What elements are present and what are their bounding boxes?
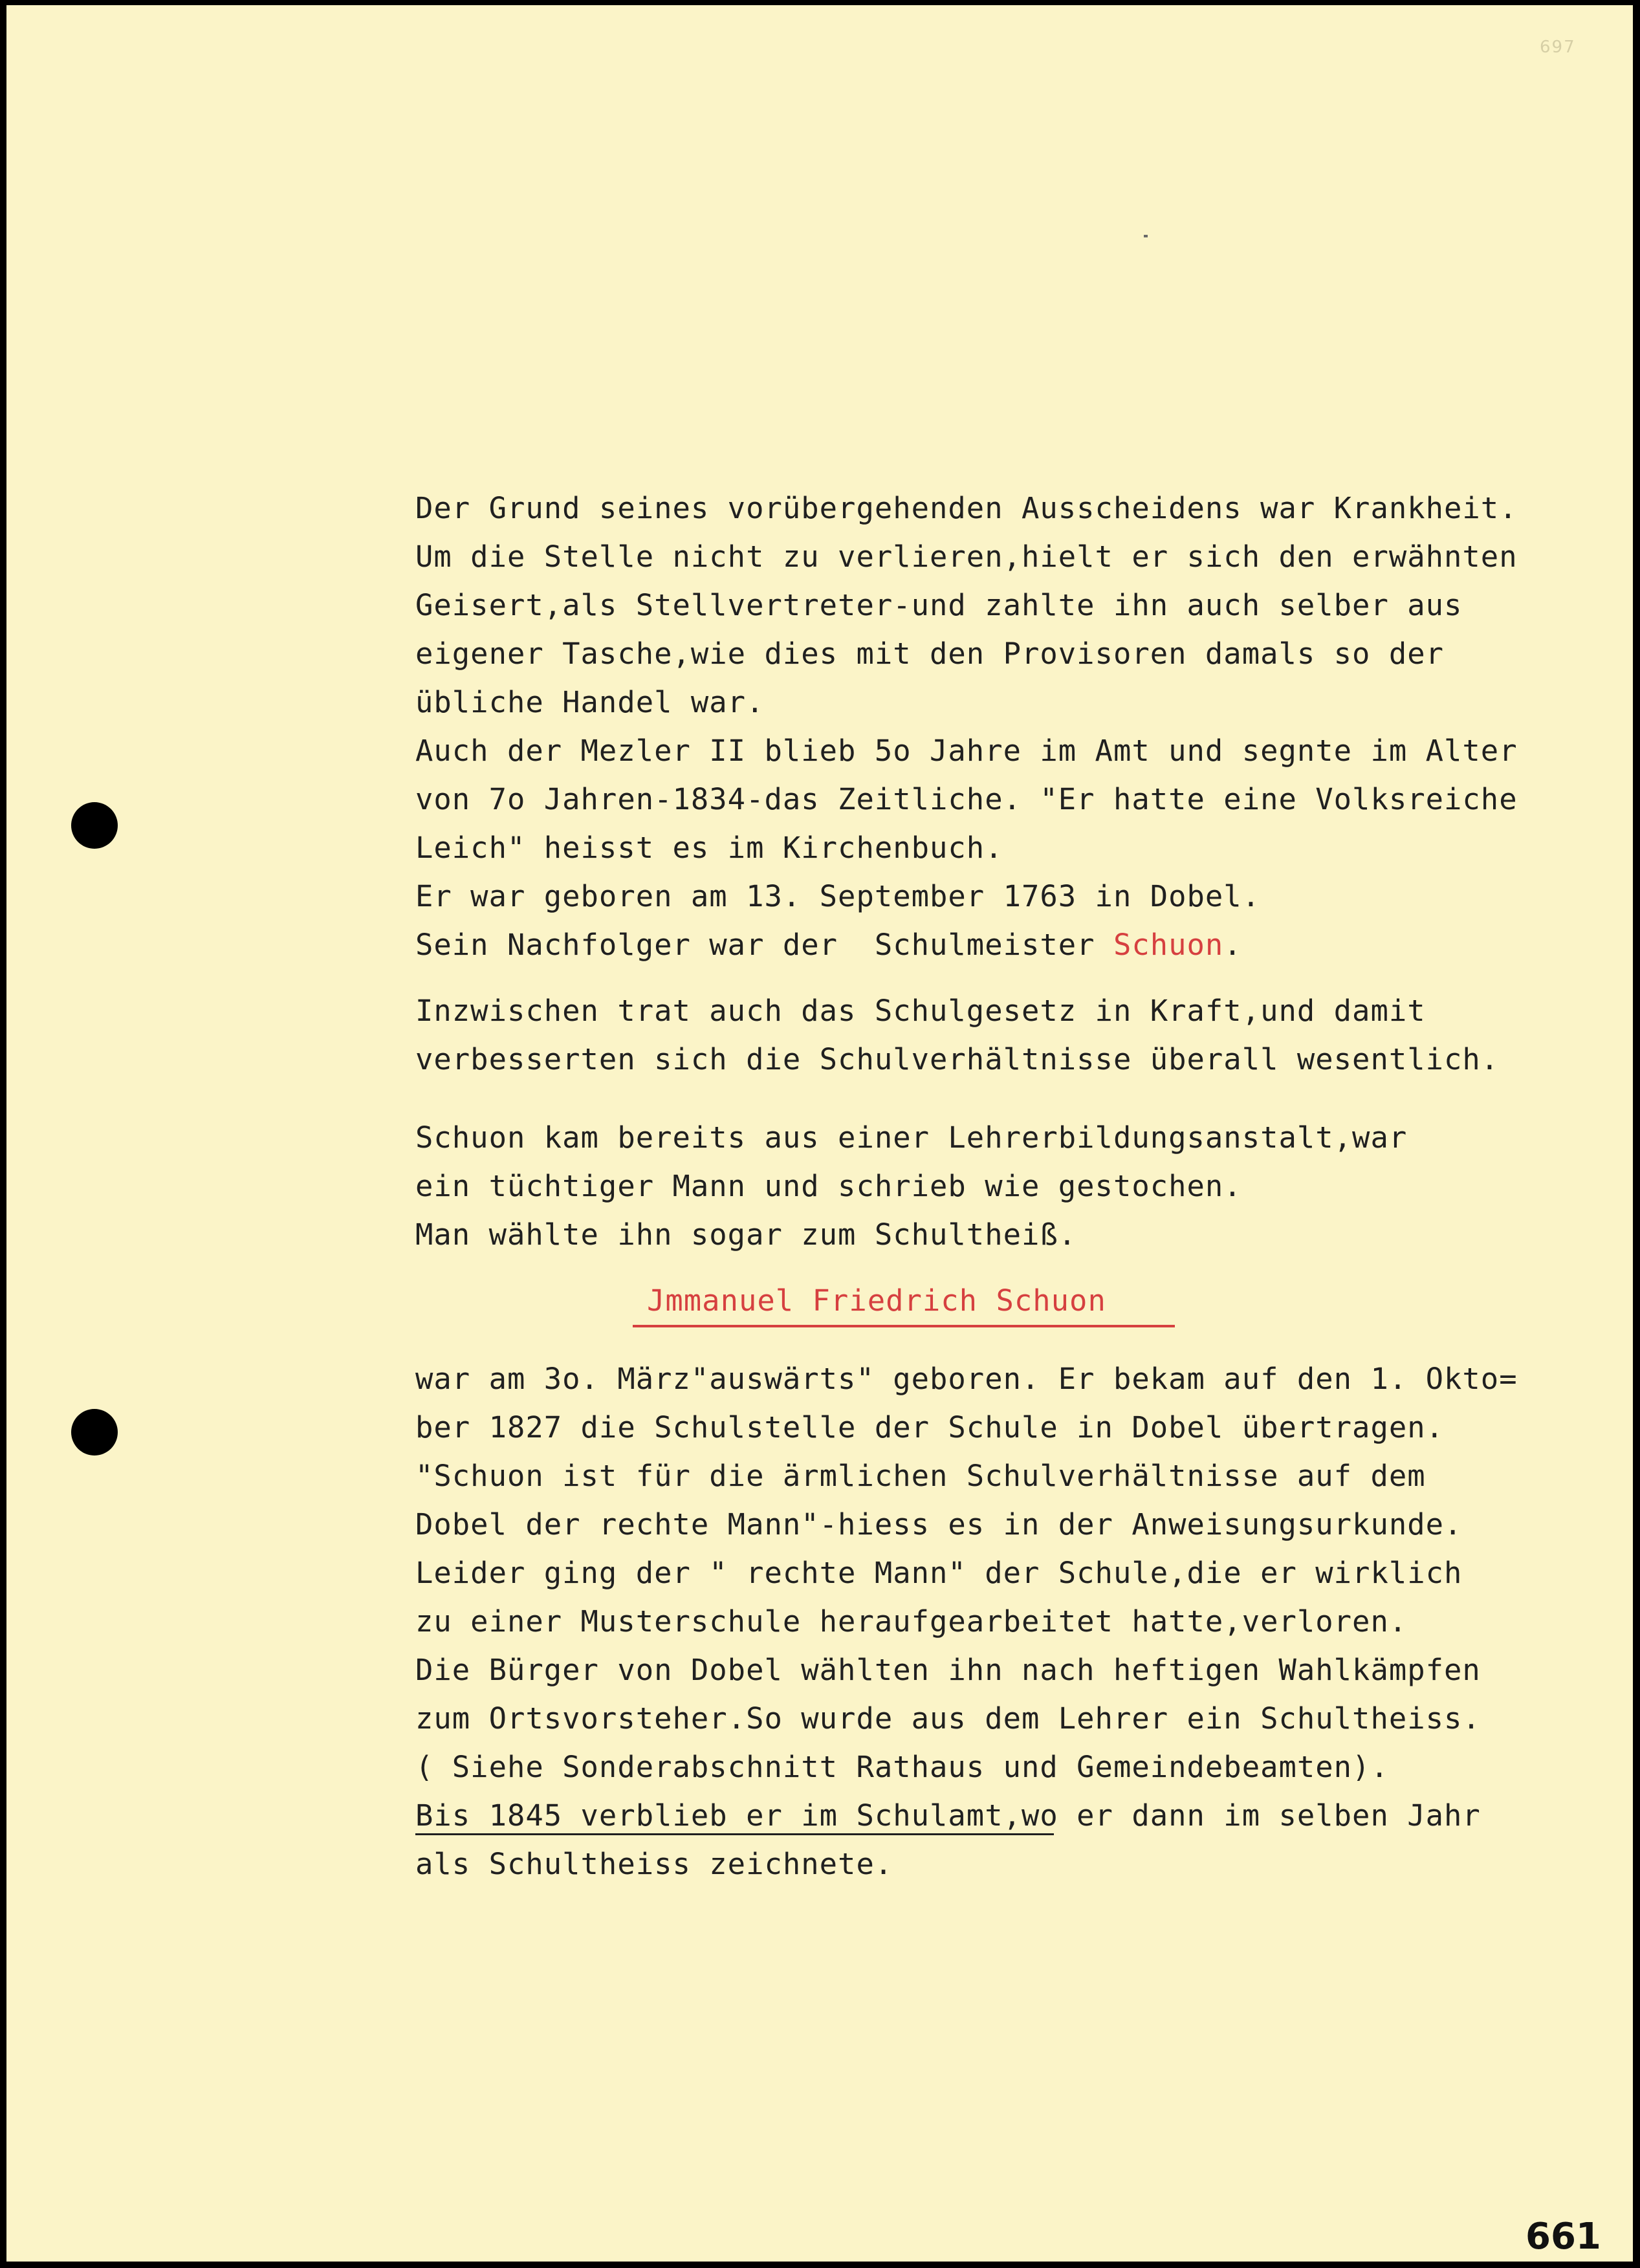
- text-line: Um die Stelle nicht zu verlieren,hielt er sich den erwähnten: [415, 540, 1518, 574]
- successor-suffix: .: [1223, 928, 1242, 962]
- heading-underline: [633, 1325, 1175, 1327]
- text-line: Die Bürger von Dobel wählten ihn nach heftigen Wahlkämpfen: [415, 1653, 1481, 1687]
- text-line: Auch der Mezler II blieb 5o Jahre im Amt und segnte im Alter: [415, 734, 1518, 768]
- text-line: Leich" heisst es im Kirchenbuch.: [415, 831, 1003, 865]
- stray-mark: [1144, 235, 1148, 237]
- successor-name: Schuon: [1113, 928, 1224, 962]
- text-line: zu einer Musterschule heraufgearbeitet hatte,verloren.: [415, 1604, 1408, 1639]
- text-line: war am 3o. März"auswärts" geboren. Er bekam auf den 1. Okto=: [415, 1362, 1518, 1396]
- text-line: zum Ortsvorsteher.So wurde aus dem Lehrer ein Schultheiss.: [415, 1701, 1481, 1736]
- text-line: Geisert,als Stellvertreter-und zahlte ihn auch selber aus: [415, 588, 1463, 622]
- text-line: von 7o Jahren-1834-das Zeitliche. "Er hatte eine Volksreiche: [415, 782, 1518, 816]
- page-number: 661: [1525, 2216, 1601, 2258]
- text-line: Leider ging der " rechte Mann" der Schule,die er wirklich: [415, 1556, 1463, 1590]
- text-line: ein tüchtiger Mann und schrieb wie gestochen.: [415, 1169, 1242, 1203]
- text-line: "Schuon ist für die ärmlichen Schulverhältnisse auf dem: [415, 1459, 1426, 1493]
- text-line: als Schultheiss zeichnete.: [415, 1847, 893, 1881]
- text-line: Bis 1845 verblieb er im Schulamt,wo er dann im selben Jahr: [415, 1798, 1481, 1833]
- text-line: Er war geboren am 13. September 1763 in Dobel.: [415, 879, 1261, 913]
- section-heading: Jmmanuel Friedrich Schuon: [647, 1283, 1106, 1318]
- text-line: übliche Handel war.: [415, 685, 765, 719]
- successor-line: [415, 930, 1242, 960]
- corner-pencil-mark: 697: [1540, 38, 1576, 57]
- typed-underline: [415, 1833, 1054, 1835]
- text-line: Schuon kam bereits aus einer Lehrerbildungsanstalt,war: [415, 1120, 1408, 1155]
- text-line: verbesserten sich die Schulverhältnisse überall wesentlich.: [415, 1042, 1500, 1076]
- punch-hole-lower: [71, 1409, 118, 1456]
- text-line: Man wählte ihn sogar zum Schultheiß.: [415, 1217, 1077, 1252]
- text-line: ( Siehe Sonderabschnitt Rathaus und Gemeindebeamten).: [415, 1750, 1389, 1784]
- text-line: Der Grund seines vorübergehenden Ausscheidens war Krankheit.: [415, 491, 1518, 525]
- text-line: Inzwischen trat auch das Schulgesetz in Kraft,und damit: [415, 994, 1426, 1028]
- document-page: [6, 5, 1633, 2262]
- text-line: eigener Tasche,wie dies mit den Provisoren damals so der: [415, 637, 1445, 671]
- successor-prefix: Sein Nachfolger war der Schulmeister: [415, 928, 1113, 962]
- text-line: ber 1827 die Schulstelle der Schule in Dobel übertragen.: [415, 1410, 1445, 1445]
- punch-hole-upper: [71, 802, 118, 849]
- text-line: Dobel der rechte Mann"-hiess es in der Anweisungsurkunde.: [415, 1507, 1463, 1542]
